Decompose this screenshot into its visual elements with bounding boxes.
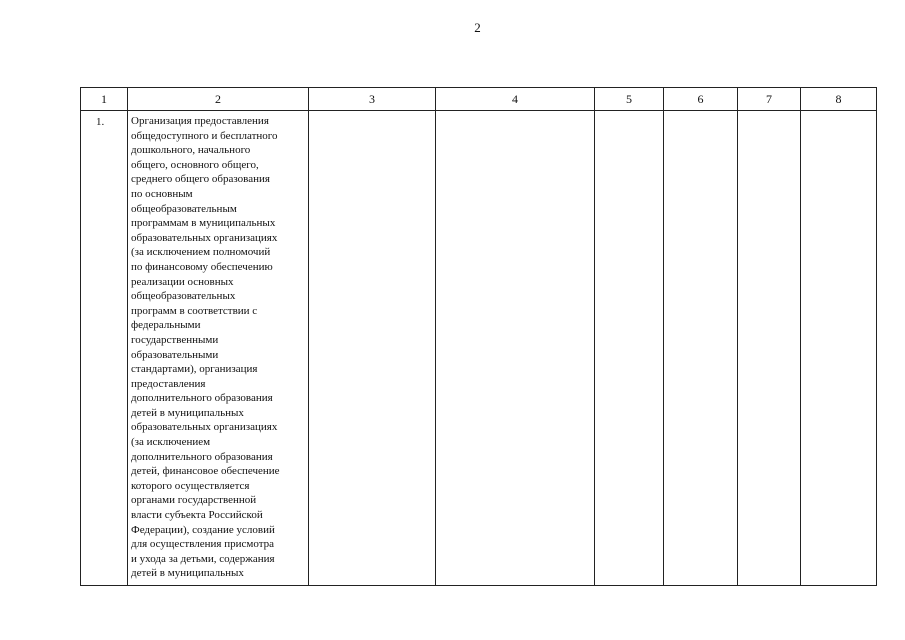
page-number: 2 [474,20,481,35]
column-header-8: 8 [801,88,877,111]
column-header-6: 6 [664,88,738,111]
column-header-1: 1 [81,88,128,111]
table-header-row [81,88,877,111]
row-number-cell: 1. [81,111,128,586]
row-cell-8 [801,111,877,586]
column-header-7: 7 [738,88,801,111]
row-cell-4 [436,111,595,586]
column-header-2: 2 [128,88,309,111]
column-header-3: 3 [309,88,436,111]
table-row [81,111,877,586]
row-cell-6 [664,111,738,586]
row-cell-7 [738,111,801,586]
row-cell-5 [595,111,664,586]
column-header-5: 5 [595,88,664,111]
column-header-4: 4 [436,88,595,111]
data-table [80,87,877,586]
row-cell-3 [309,111,436,586]
row-description-cell: Организация предоставления общедоступного и бесплатного дошкольного, начального общего, основного общего, среднего общего образования по основным общеобразовательным программам в муниципальных образовательных организациях (за исключением полномочий по финансовому обеспечению реализации основных общеобразовательных программ в соответствии с федеральными государственными образовательными стандартами), организация предоставления дополнительного образования детей в муниципальных образовательных организациях (за исключением дополнительного образования детей, финансовое обеспечение которого осуществляется органами государственной власти субъекта Российской Федерации), создание условий для осуществления присмотра и ухода за детьми, содержания детей в муниципальных [128,111,309,586]
